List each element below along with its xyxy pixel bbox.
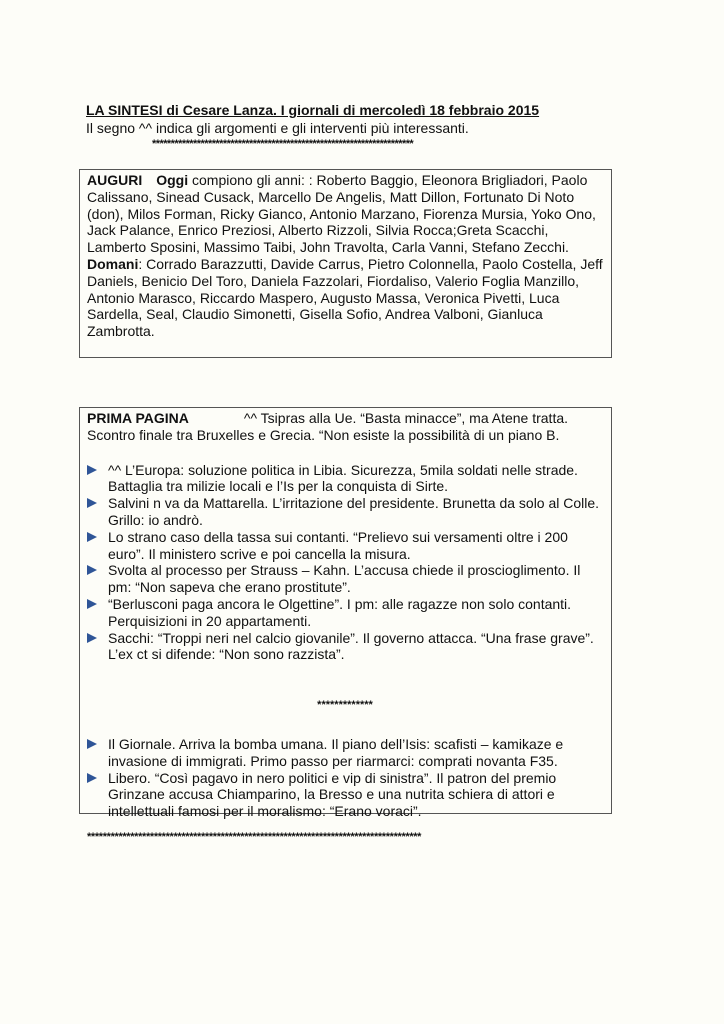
list-item: Svolta al processo per Strauss – Kahn. L’accusa chiede il proscioglimento. Il pm: “Non sapeva che erano prostitute”. [87,562,603,596]
arrow-bullet-icon [87,532,97,542]
newspapers-list [87,736,603,820]
news-list [87,462,603,664]
arrow-bullet-icon [87,773,97,783]
auguri-oggi-paragraph [87,172,603,256]
arrow-bullet-icon [87,465,97,475]
list-item: Libero. “Così pagavo in nero politici e vip di sinistra”. Il patron del premio Grinzane accusa Chiamparino, la Bresso e una nutrita schiera di attori e intellettuali famosi per il moralismo: “Erano voraci”. [87,770,603,820]
auguri-label: AUGURI [87,172,143,188]
list-item: Lo strano caso della tassa sui contanti. “Prelievo sui versamenti oltre i 200 euro”. Il ministero scrive e poi cancella la misura. [87,529,603,563]
domani-text: : Corrado Barazzutti, Davide Carrus, Pietro Colonnella, Paolo Costella, Jeff Daniels, Benicio Del Toro, Daniela Fazzolari, Fiordaliso, Valerio Foglia Manzillo, Antonio Marasco, Riccardo Maspero, Augusto Massa, Veronica Pivetti, Luca Sardella, Seal, Claudio Simonetti, Gisella Sofio, Andrea Valboni, Gianluca Zambrotta. [87,255,603,340]
section-stars-separator: ************* [317,699,373,712]
oggi-label: Oggi [156,172,189,188]
prima-pagina-intro-text: ^^ Tsipras alla Ue. “Basta minacce”, ma Atene tratta. Scontro finale tra Bruxelles e Grecia. “Non esiste la possibilità di un piano B. [87,410,569,443]
auguri-domani-paragraph [87,256,603,340]
arrow-bullet-icon [87,565,97,575]
oggi-text: compiono gli anni: : Roberto Baggio, Eleonora Brigliadori, Paolo Calissano, Sinead Cusack, Marcello De Angelis, Matt Dillon, Fortunato Di Noto (don), Milos Forman, Ricky Gianco, Antonio Marzano, Fiorenza Mursia, Yoko Ono, Jack Palance, Enrico Preziosi, Alberto Rizzoli, Silvia Rocca;Greta Scacchi, Lamberto Sposini, Massimo Taibi, John Travolta, Carla Vanni, Stefano Zecchi. [87,172,596,256]
document-title: LA SINTESI di Cesare Lanza. I giornali di mercoledì 18 febbraio 2015 [86,102,540,118]
arrow-bullet-icon [87,633,97,643]
header-stars-divider: ********************************************************************** [152,138,414,150]
auguri-box [79,169,612,358]
domani-label: Domani [87,255,139,272]
arrow-bullet-icon [87,599,97,609]
list-item: ^^ L’Europa: soluzione politica in Libia. Sicurezza, 5mila soldati nelle strade. Battaglia tra milizie locali e l’Is per la conquista di Sirte. [87,462,603,496]
list-item: Il Giornale. Arriva la bomba umana. Il piano dell’Isis: scafisti – kamikaze e invasione di immigrati. Primo passo per riarmarci: comprati novanta F35. [87,736,603,770]
list-item: Salvini n va da Mattarella. L’irritazione del presidente. Brunetta da solo al Colle. Grillo: io andrò. [87,495,603,529]
prima-pagina-intro [87,410,603,444]
arrow-bullet-icon [87,498,97,508]
list-item: Sacchi: “Troppi neri nel calcio giovanile”. Il governo attacca. “Una frase grave”. L’ex ct si difende: “Non sono razzista”. [87,630,603,664]
footer-stars-divider: ************************************************************************************* [87,831,422,843]
prima-pagina-box [79,407,612,820]
list-item: “Berlusconi paga ancora le Olgettine”. I pm: alle ragazze non solo contanti. Perquisizioni in 20 appartamenti. [87,596,603,630]
arrow-bullet-icon [87,739,97,749]
prima-pagina-label: PRIMA PAGINA [87,410,189,426]
document-subtitle: Il segno ^^ indica gli argomenti e gli interventi più interessanti. [86,120,469,136]
